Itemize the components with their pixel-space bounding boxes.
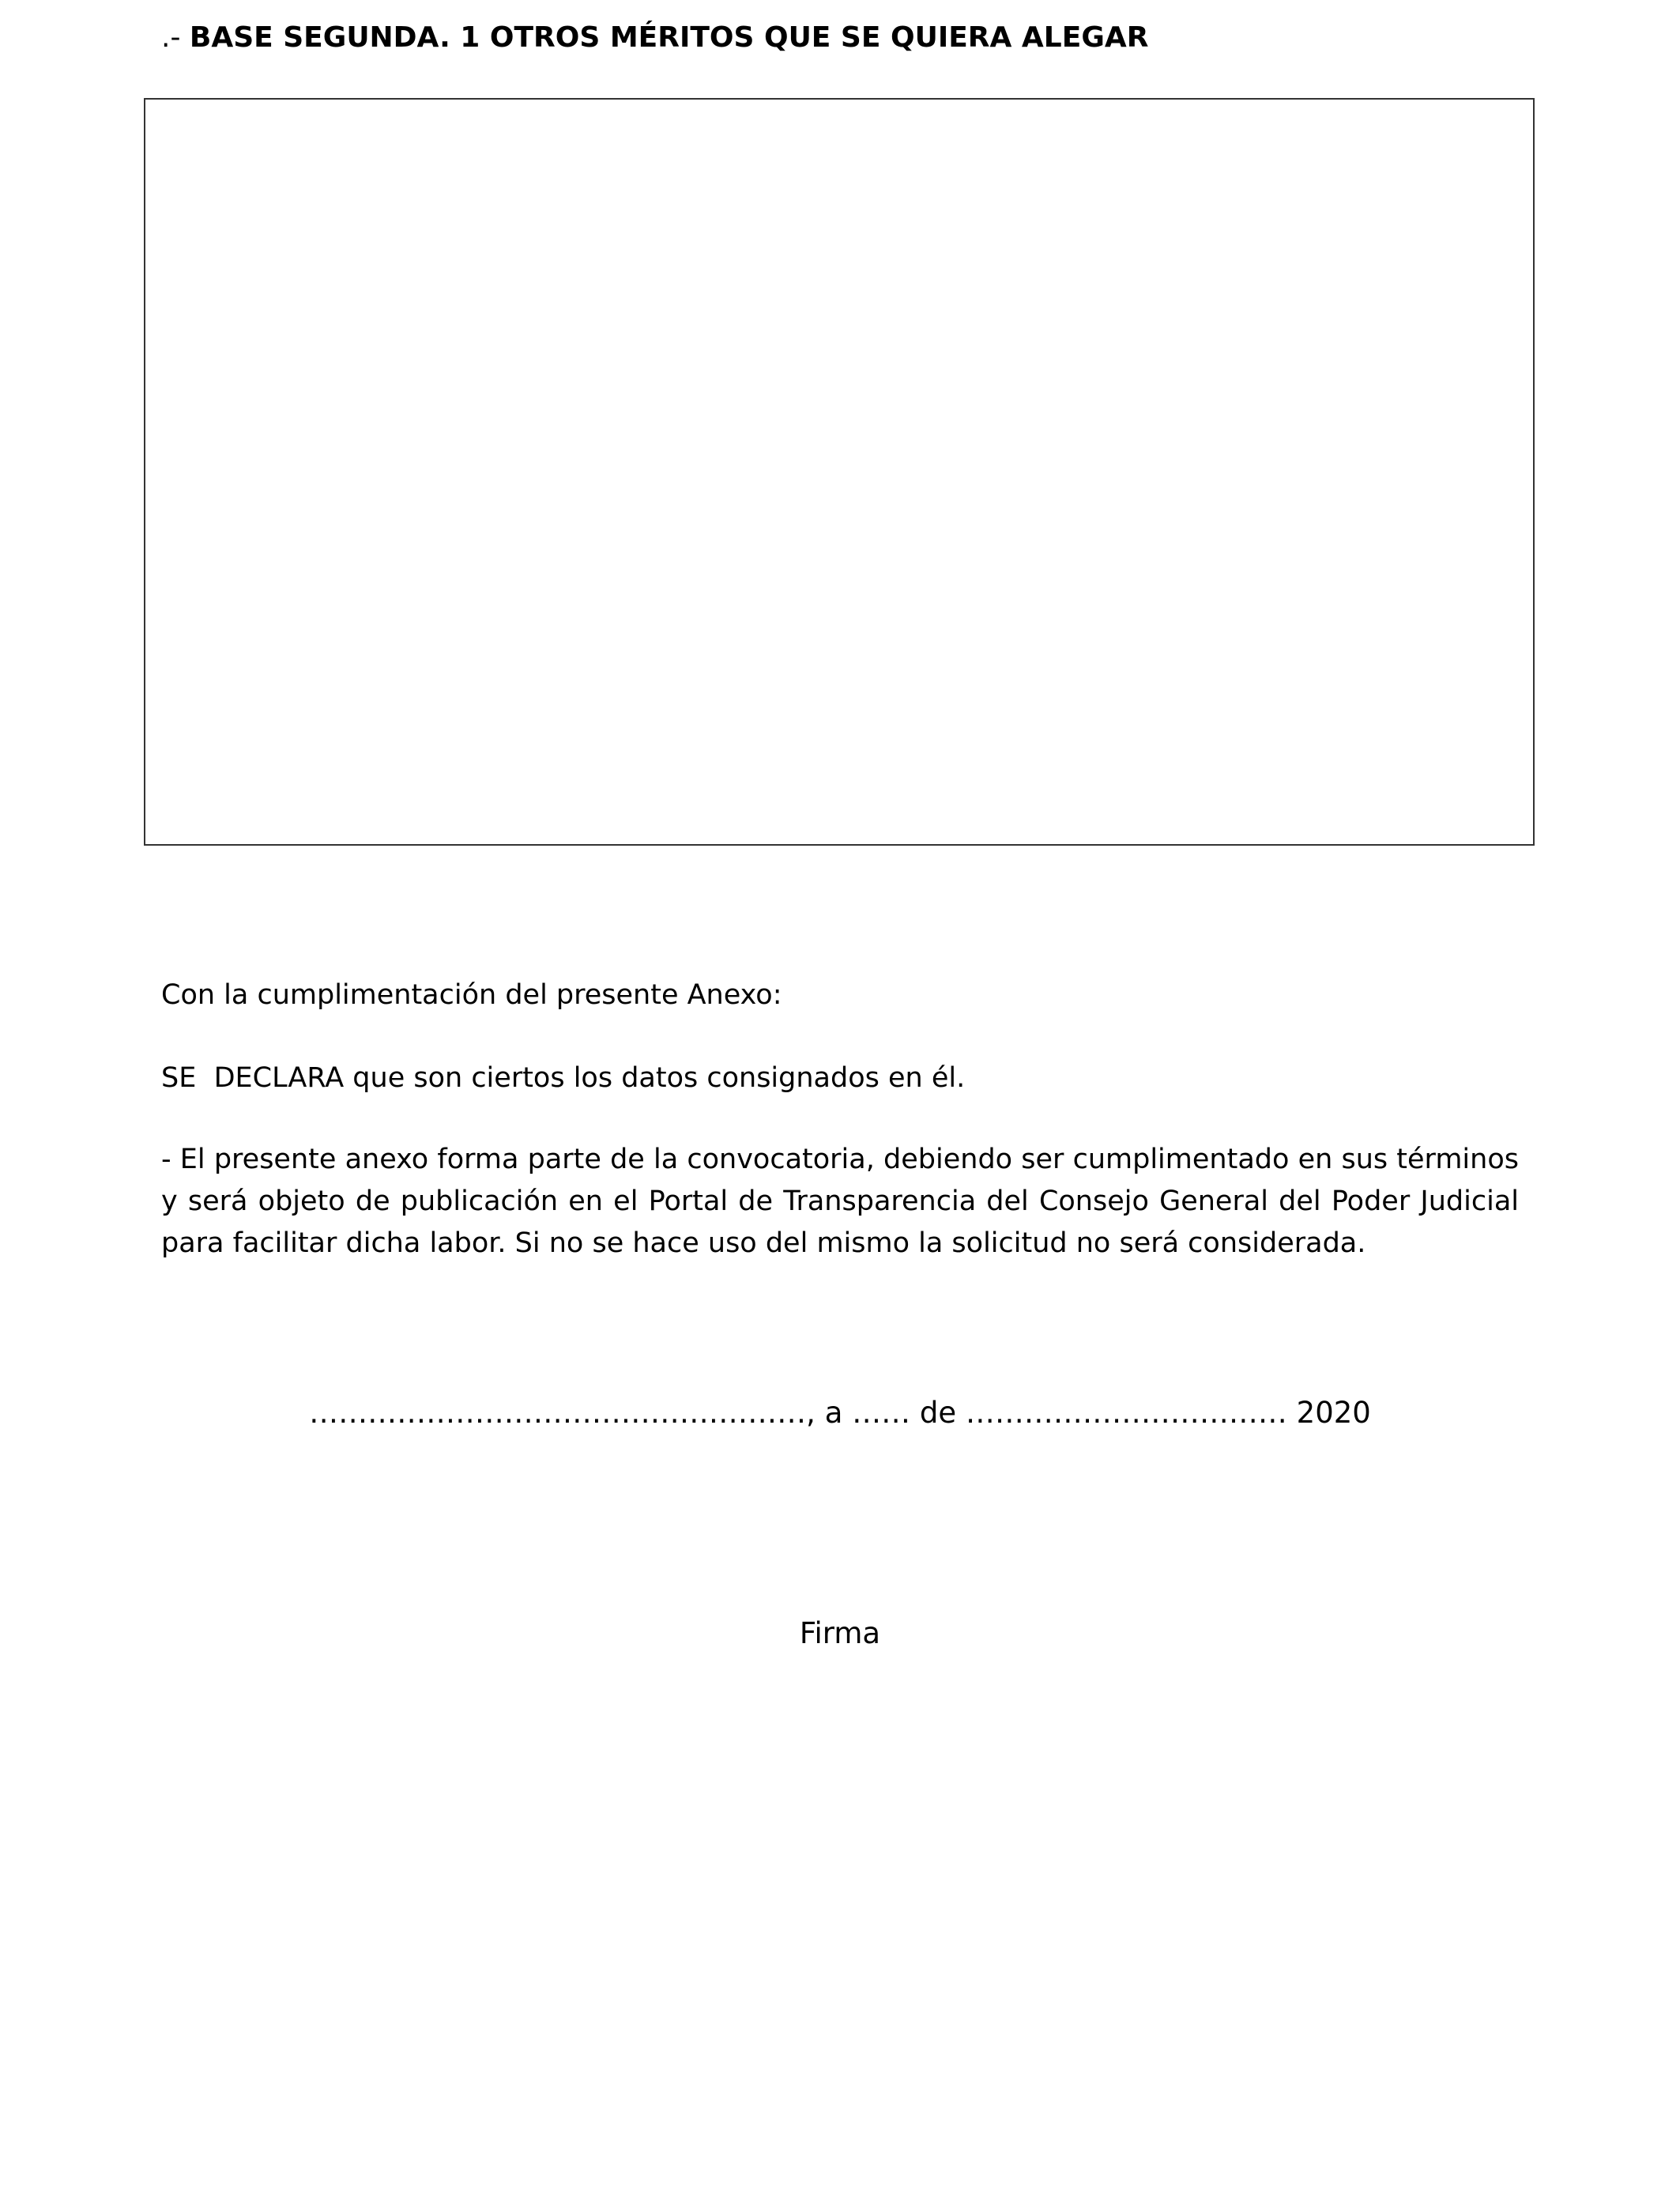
other-merits-input-box[interactable] bbox=[144, 98, 1535, 846]
section-heading bbox=[161, 17, 1148, 58]
place-date-line: ……………………………………………, a …… de …………………………… 2020 bbox=[309, 1396, 1371, 1430]
heading-title: BASE SEGUNDA. 1 OTROS MÉRITOS QUE SE QUIERA ALEGAR bbox=[189, 21, 1149, 54]
heading-prefix: .- bbox=[161, 21, 190, 54]
signature-label: Firma bbox=[799, 1616, 881, 1650]
intro-text: Con la cumplimentación del presente Anexo: bbox=[161, 979, 782, 1011]
notice-text: - El presente anexo forma parte de la convocatoria, debiendo ser cumplimentado en sus términos y será objeto de publicación en el Portal de Transparencia del Consejo General del Poder Judicial para facilitar dicha labor. Si no se hace uso del mismo la solicitud no será considerada. bbox=[161, 1144, 1519, 1259]
declaration-text: SE DECLARA que son ciertos los datos consignados en él. bbox=[161, 1062, 966, 1094]
